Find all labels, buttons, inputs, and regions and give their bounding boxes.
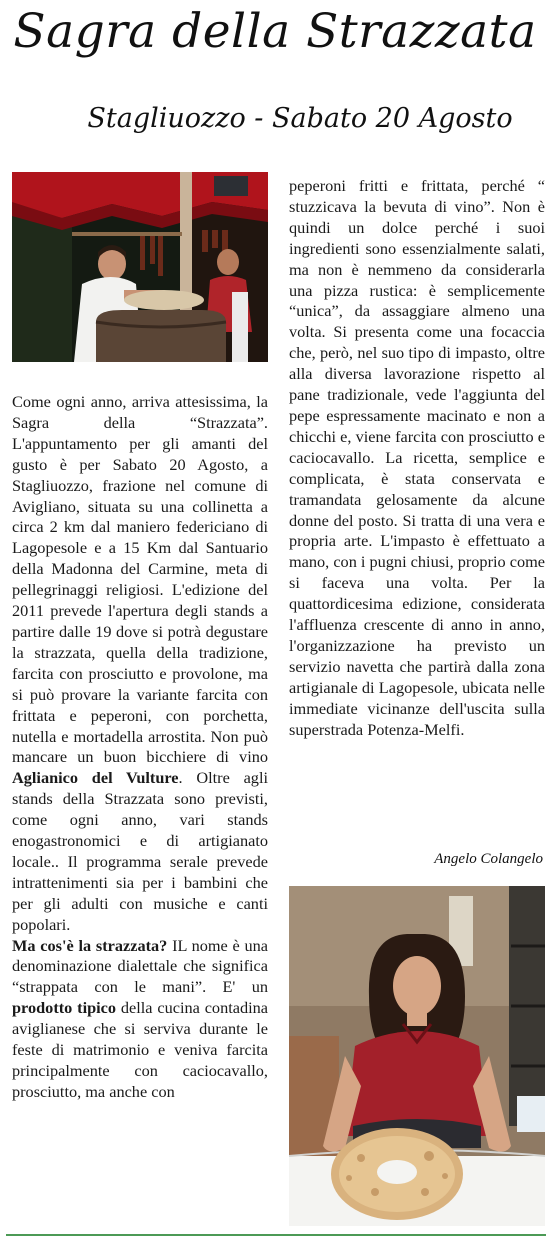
author-signature: Angelo Colangelo (434, 851, 543, 867)
wine-name: Aglianico del Vulture (12, 768, 179, 788)
footer-rule (6, 1234, 546, 1236)
article-paragraph-right: peperoni fritti e frittata, perché “ stuzzicava la bevuta di vino”. Non è quindi un dolce perché i suoi ingredienti sono essenzialmente salati, ma non è nemmeno da considerarla una pizza rustica: è semplicemente “unica”, da assaggiare almeno una volta. Si presenta come una focaccia che, però, nel suo tipo di impasto, oltre alla diversa lavorazione rispetto al pane tradizionale, vede l'aggiunta del pepe espressamente macinato e non a chicchi e, viene farcita con prosciutto e caciocavallo. La ricetta, semplice e complicata, è stata conservata e tramandata gelosamente da alcune donne del posto. Si tratta di una vera e propria arte. L'impasto è effettuato a mano, con i pugni chiusi, proprio come si faceva una volta. Per la quattordicesima edizione, considerata l'affluenza crescente di anno in anno, l'organizzazione ha previsto un servizio navetta che partirà dalla zona artigianale di Lagopesole, ubicata nelle immediate vicinanze dell'uscita sulla superstrada Potenza-Melfi. (289, 176, 545, 739)
strazzata-photo-illustration (289, 886, 545, 1226)
section-question: Ma cos'è la strazzata? (12, 935, 168, 955)
article-paragraph-left (12, 392, 268, 1103)
article-title: Sagra della Strazzata (13, 4, 537, 59)
stand-photo (12, 172, 268, 362)
highlight-typical-product: prodotto tipico (12, 998, 117, 1018)
stand-photo-illustration (12, 172, 268, 362)
body-text: della cucina contadina aviglianese che si serviva durante le feste di matrimonio e veniva farcita principalmente con caciocavallo, prosciutto, ma anche con (12, 998, 268, 1101)
body-text: IL nome è una denominazione dialettale che significa “strappata con le mani”. E' un (12, 935, 268, 997)
article-column-right (289, 176, 545, 740)
body-text: . Oltre agli stands della Strazzata sono previsti, come ogni anno, vari stands enogastronomici e di artigianato locale.. Il programma serale prevede intrattenimenti sia per i bambini che per gli adulti con musiche e canti popolari. (12, 768, 268, 934)
article-column-left (12, 392, 268, 1103)
body-text: Come ogni anno, arriva attesissima, la Sagra della “Strazzata”. L'appuntamento per gli amanti del gusto è per Sabato 20 Agosto, a Stagliuozzo, frazione nel comune di Avigliano, situata su una collinetta a circa 2 km dal maniero federiciano di Lagopesole e a 15 Km dal Santuario della Madonna del Carmine, meta di pellegrinaggi religiosi. L'edizione del 2011 prevede l'apertura degli stands a partire dalle 19 dove si potrà degustare la strazzata, quella della tradizione, farcita con prosciutto e provolone, ma si può provare la variante farcita con frittata e peperoni, con porchetta, nutella e mortadella arrostita. Non può mancare un buon bicchiere di vino (12, 392, 268, 767)
strazzata-photo (289, 886, 545, 1226)
article-subtitle: Stagliuozzo - Sabato 20 Agosto (87, 103, 513, 134)
